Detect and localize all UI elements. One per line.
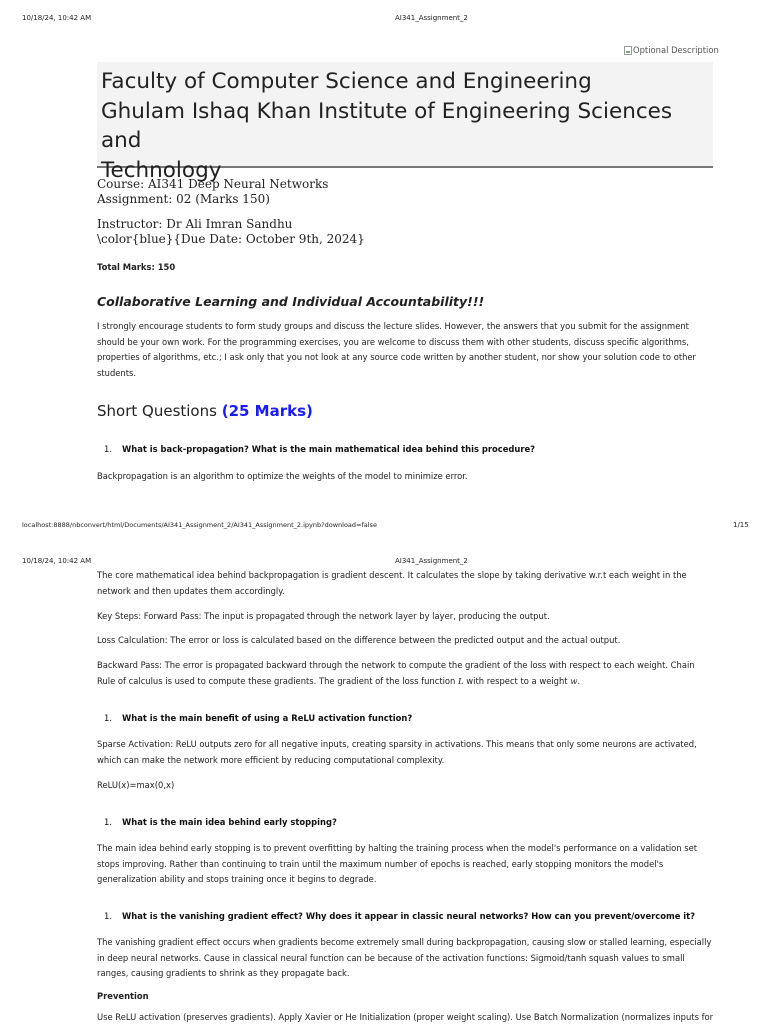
image-alt-text: Optional Description [633, 45, 719, 55]
question-2-text: What is the main benefit of using a ReLU activation function? [122, 713, 413, 723]
hero-institute: Ghulam Ishaq Khan Institute of Engineering Sciences and [101, 98, 673, 153]
math-symbol-L: L [458, 675, 464, 686]
course-line: Course: AI341 Deep Neural Networks [97, 177, 329, 191]
short-questions-marks: (25 Marks) [221, 402, 313, 420]
loss-calc-paragraph: Loss Calculation: The error or loss is calculated based on the difference between the predicted output and the actual output. [97, 635, 621, 645]
hero-institute-cont: Technology [101, 157, 222, 183]
print-footer-page: 1/15 [733, 521, 749, 529]
math-symbol-w: w [570, 675, 578, 686]
print-header-title-p2: AI341_Assignment_2 [395, 557, 468, 565]
total-marks: Total Marks: 150 [97, 262, 176, 272]
short-questions-label: Short Questions [97, 402, 217, 420]
instructor-info [97, 217, 365, 247]
question-2-number: 1. [104, 713, 112, 723]
question-1-text: What is back-propagation? What is the main mathematical idea behind this procedure? [122, 444, 536, 454]
key-steps-paragraph: Key Steps: Forward Pass: The input is propagated through the network layer by layer, producing the output. [97, 611, 550, 621]
print-header-datetime-p2: 10/18/24, 10:42 AM [22, 557, 92, 565]
due-date-line: \color{blue}{Due Date: October 9th, 2024} [97, 232, 365, 246]
broken-image-icon [624, 46, 632, 55]
hero-faculty: Faculty of Computer Science and Engineering [101, 69, 592, 94]
question-3-text: What is the main idea behind early stopping? [122, 817, 337, 827]
backward-pass-text-a: Backward Pass: The error is propagated backward through the network to compute the gradient of the loss with respect to each weight. Chain Rule of calculus is used to compute these gradients. The gradient of the loss function [97, 660, 695, 686]
question-4-number: 1. [104, 911, 112, 921]
instructor-line: Instructor: Dr Ali Imran Sandhu [97, 217, 293, 231]
question-3-number: 1. [104, 817, 112, 827]
question-3 [104, 817, 337, 827]
assignment-line: Assignment: 02 (Marks 150) [97, 192, 270, 206]
core-idea-paragraph: The core mathematical idea behind backpropagation is gradient descent. It calculates the slope by taking derivative w.r.t each weight in the network and then updates them accordingly. [97, 570, 687, 596]
question-1 [104, 444, 535, 454]
backward-pass-text-b: with respect to a weight [466, 675, 568, 686]
print-footer-url: localhost:8888/nbconvert/html/Documents/AI341_Assignment_2/AI341_Assignment_2.ipynb?download=false [22, 521, 377, 529]
answer-1: Backpropagation is an algorithm to optimize the weights of the model to minimize error. [97, 471, 468, 481]
image-placeholder [624, 45, 719, 55]
hero-banner [97, 62, 713, 183]
relu-formula: ReLU(x)=max(0,x) [97, 780, 175, 790]
backward-pass-end: . [577, 675, 581, 686]
prevention-heading: Prevention [97, 991, 149, 1001]
question-4-text: What is the vanishing gradient effect? Why does it appear in classic neural networks? How can you prevent/overcome it? [122, 911, 696, 921]
collab-heading: Collaborative Learning and Individual Accountability!!! [97, 294, 485, 309]
answer-3: The main idea behind early stopping is to prevent overfitting by halting the training process when the model's performance on a validation set stops improving. Rather than continuing to train until the maximum number of epochs is reached, early stopping monitors the model's generalization ability and stops training once it begins to degrade. [97, 843, 698, 884]
collab-paragraph: I strongly encourage students to form study groups and discuss the lecture slides. However, the answers that you submit for the assignment should be your own work. For the programming exercises, you are welcome to discuss them with other students, discuss specific algorithms, properties of algorithms, etc.; I ask only that you not look at any source code written by another student, nor show your solution code to other students. [97, 321, 697, 378]
question-2 [104, 713, 412, 723]
print-header-title: AI341_Assignment_2 [395, 14, 468, 22]
answer-2: Sparse Activation: ReLU outputs zero for all negative inputs, creating sparsity in activations. This means that only some neurons are activated, which can make the network more efficient by reducing computational complexity. [97, 739, 697, 765]
print-header-datetime: 10/18/24, 10:42 AM [22, 14, 92, 22]
answer-4: The vanishing gradient effect occurs when gradients become extremely small during backpropagation, causing slow or stalled learning, especially in deep neural networks. Cause in classical neural function can be because of the activation functions: Sigmoid/tanh squash values to small ranges, causing gradients to shrink as they propagate back. [97, 937, 712, 978]
question-1-number: 1. [104, 444, 112, 454]
question-4 [104, 911, 695, 921]
backward-pass-paragraph [97, 658, 713, 689]
course-info [97, 177, 328, 207]
page-separator [0, 535, 768, 545]
short-questions-heading [97, 402, 313, 420]
prevention-paragraph: Use ReLU activation (preserves gradients). Apply Xavier or He Initialization (proper weight scaling). Use Batch Normalization (normalizes inputs for [97, 1012, 713, 1022]
